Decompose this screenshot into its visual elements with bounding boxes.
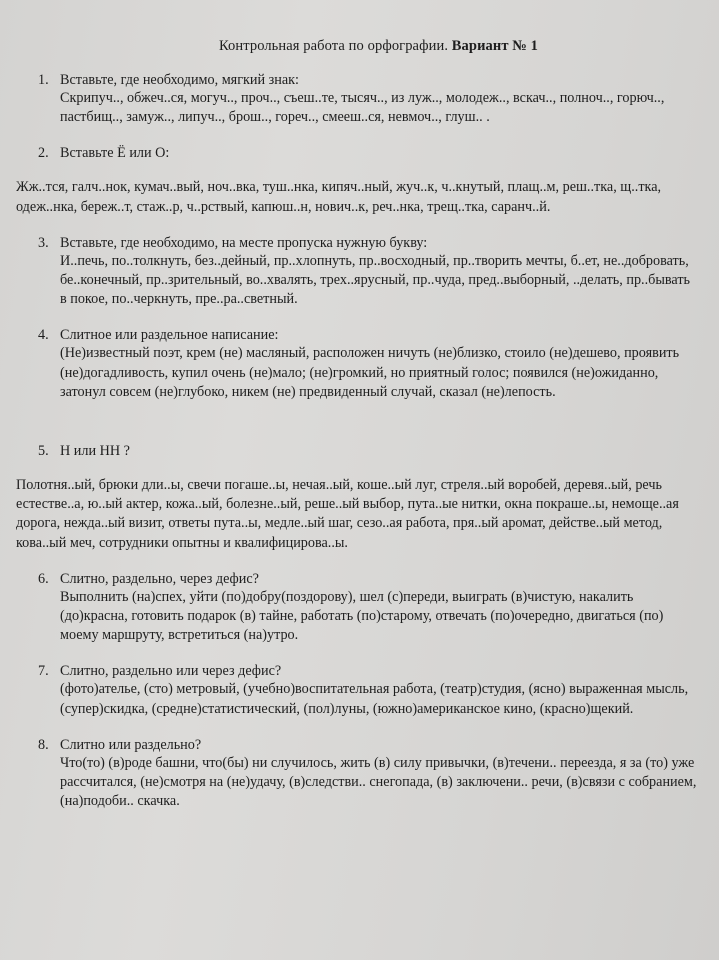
task-text: Что(то) (в)роде башни, что(бы) ни случилось, жить (в) силу привычки, (в)течени.. переезда, я за (то) уже рассчитался, (не)смотря на (не)удачу, (в)следстви.. снегопада, (в) заключени.. речи, (в)связи с собранием, (на)подоби.. скачка. [60,754,697,810]
variant-label: Вариант № 1 [451,38,539,54]
task-instruction: Вставьте, где необходимо, мягкий знак: [60,72,299,88]
page-title [16,38,701,55]
task-heading [16,234,701,252]
task-text: Жж..тся, галч..нок, кумач..вый, ноч..вка, туш..нка, кипяч..ный, жуч..к, ч..кнутый, плащ..м, реш..тка, щ..тка, одеж..нка, береж..т, стаж..р, ч..рствый, капюш..н, нович..к, реч..нка, трещ..тка, саранч..й. [16,179,662,215]
task-6 [16,570,701,646]
task-heading [16,144,701,162]
task-heading [16,442,701,460]
task-heading [16,71,701,89]
title-text: Контрольная работа по орфографии. [218,38,449,54]
task-5 [16,442,701,553]
task-number: 7. [38,663,49,680]
task-text: Выполнить (на)спех, уйти (по)добру(поздорову), шел (с)переди, выиграть (в)чистую, накалить (до)красна, готовить подарок (в) тайне, работать (по)старому, отвечать (по)очередно, двигаться (по) моему маршруту, встретиться (на)утро. [60,588,664,644]
task-number: 3. [38,234,49,251]
task-8 [16,736,701,812]
task-heading [16,326,701,344]
task-text: Скрипуч.., обжеч..ся, могуч.., проч.., съеш..те, тысяч.., из луж.., молодеж.., вскач.., полноч.., горюч.., пастбищ.., замуж.., липуч.., брош.., гореч.., смееш..ся, невмоч.., глуш.. . [60,90,665,126]
task-4 [16,326,701,402]
task-heading [16,570,701,588]
task-instruction: Вставьте, где необходимо, на месте пропуска нужную букву: [60,234,428,251]
task-heading [16,736,701,754]
task-instruction: Вставьте Ё или О: [60,145,170,162]
task-number: 8. [38,736,49,753]
task-instruction: Слитно, раздельно или через дефис? [60,663,282,680]
task-7 [16,662,701,718]
task-number: 6. [38,570,49,587]
task-instruction: Слитное или раздельное написание: [60,327,279,344]
task-text: (Не)известный поэт, крем (не) масляный, расположен ничуть (не)близко, стоило (не)дешево, проявить (не)догадливость, купил очень (не)мало; (не)громкий, но приятный голос; появился (не)ожиданно, затонул совсем (не)глубоко, никем (не) предвиденный случай, сказал (не)лепость. [60,345,680,400]
task-number: 5. [38,443,49,460]
task-1 [16,71,701,127]
task-2 [16,144,701,216]
task-instruction: Слитно или раздельно? [60,736,202,753]
task-heading [16,662,701,680]
task-number: 2. [38,145,49,162]
task-instruction: Слитно, раздельно, через дефис? [60,570,259,587]
task-3 [16,234,701,310]
task-text: И..печь, по..толкнуть, без..дейный, пр..хлопнуть, пр..восходный, пр..творить мечты, б..ет, не..добровать, бе..конечный, пр..зрительный, во..хвалять, трех..ярусный, пр..чуда, пред..выборный, ..делать, пр..бывать в покое, по..черкнуть, пре..ра..светный. [60,252,690,308]
task-number: 1. [38,72,49,88]
task-text: (фото)ателье, (сто) метровый, (учебно)воспитательная работа, (театр)студия, (ясно) выраженная мысль,(супер)скидка, (средне)статистический, (пол)луны, (южно)американское кино, (красно)щекий. [60,681,689,717]
task-instruction: Н или НН ? [60,443,130,460]
task-text: Полотня..ый, брюки дли..ы, свечи погаше..ы, нечая..ый, коше..ый луг, стреля..ый воробей, деревя..ый, речь естестве..а, ю..ый актер, кожа..ый, болезне..ый, реше..ый выбор, пута..ые нитки, окна покраше..ы, немоще..ая дорога, нежда..ый визит, ответы пута..ы, медле..ый шаг, сезо..ая работа, пря..ый аромат, действе..ый метод, кова..ый меч, сотрудники опытны и квалифицирова..ы. [16,477,679,551]
task-number: 4. [38,327,49,344]
